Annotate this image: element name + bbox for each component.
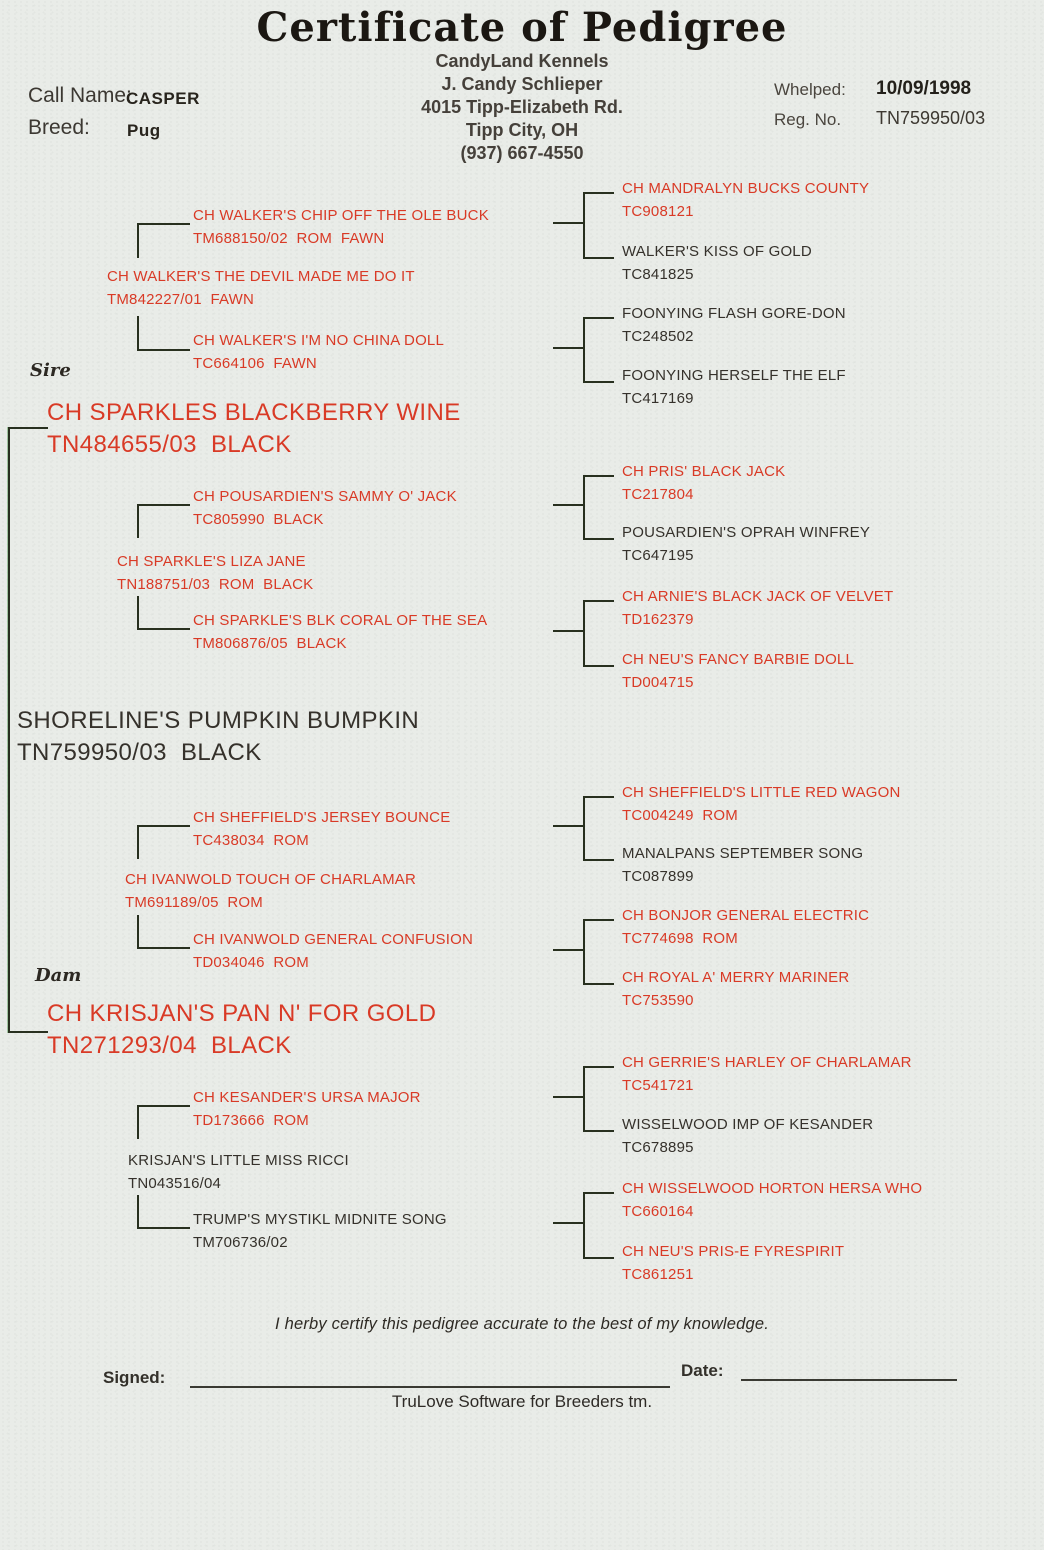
dog-reg: TC805990 BLACK bbox=[193, 511, 324, 528]
connector-gen4-fork bbox=[583, 1066, 614, 1132]
sire-label: Sire bbox=[30, 360, 71, 381]
dog-name: CH WALKER'S I'M NO CHINA DOLL bbox=[193, 332, 445, 349]
dog-reg: TN759950/03 BLACK bbox=[17, 739, 262, 766]
dog-reg: TN043516/04 bbox=[128, 1175, 222, 1192]
dog-name: KRISJAN'S LITTLE MISS RICCI bbox=[128, 1152, 349, 1169]
dog-reg: TM706736/02 bbox=[193, 1234, 288, 1251]
dog-reg: TC774698 ROM bbox=[622, 930, 738, 947]
date-label: Date: bbox=[681, 1361, 724, 1380]
pedigree-node-gen4 bbox=[622, 842, 863, 888]
dog-reg: TM688150/02 ROM FAWN bbox=[193, 230, 385, 247]
dog-reg: TC753590 bbox=[622, 992, 694, 1009]
dog-name: CH KESANDER'S URSA MAJOR bbox=[193, 1089, 421, 1106]
breed-label: Breed: bbox=[28, 116, 90, 139]
dog-reg: TC678895 bbox=[622, 1139, 694, 1156]
dog-name: CH SPARKLES BLACKBERRY WINE bbox=[47, 399, 461, 426]
dog-reg: TD034046 ROM bbox=[193, 954, 309, 971]
pedigree-node-gen2 bbox=[125, 868, 416, 914]
dam-label: Dam bbox=[35, 965, 82, 986]
pedigree-node-gen4 bbox=[622, 177, 869, 223]
dog-reg: TC438034 ROM bbox=[193, 832, 309, 849]
whelped-value: 10/09/1998 bbox=[876, 78, 972, 99]
connector-gen4-fork bbox=[583, 919, 614, 985]
dog-name: MANALPANS SEPTEMBER SONG bbox=[622, 845, 864, 862]
connector-gen2-bracket bbox=[137, 596, 190, 630]
connector-gen4-stub bbox=[553, 504, 583, 506]
kennel-owner: J. Candy Schlieper bbox=[441, 74, 603, 94]
connector-gen4-fork bbox=[583, 600, 614, 667]
connector-gen4-stub bbox=[553, 1096, 583, 1098]
pedigree-node-gen4 bbox=[622, 1051, 912, 1097]
dog-reg: TM691189/05 ROM bbox=[125, 894, 263, 911]
pedigree-node-subject bbox=[17, 705, 419, 769]
dog-name: CH KRISJAN'S PAN N' FOR GOLD bbox=[47, 1000, 437, 1027]
certificate-title: Certificate of Pedigree bbox=[256, 4, 788, 51]
dog-name: CH SPARKLE'S LIZA JANE bbox=[117, 553, 306, 570]
pedigree-node-gen4 bbox=[622, 1240, 844, 1286]
connector-gen2-bracket bbox=[137, 223, 190, 258]
whelped-label: Whelped: bbox=[774, 80, 846, 99]
dog-name: CH SHEFFIELD'S LITTLE RED WAGON bbox=[622, 784, 901, 801]
dog-name: CH GERRIE'S HARLEY OF CHARLAMAR bbox=[622, 1054, 912, 1071]
kennel-name: CandyLand Kennels bbox=[435, 51, 609, 71]
dog-name: CH SPARKLE'S BLK CORAL OF THE SEA bbox=[193, 612, 488, 629]
signature-line bbox=[190, 1368, 670, 1388]
dog-reg: TC417169 bbox=[622, 390, 694, 407]
dog-reg: TD173666 ROM bbox=[193, 1112, 309, 1129]
dog-reg: TC861251 bbox=[622, 1266, 694, 1283]
dog-reg: TN484655/03 BLACK bbox=[47, 431, 292, 458]
pedigree-node-gen2 bbox=[107, 265, 415, 311]
dog-name: CH MANDRALYN BUCKS COUNTY bbox=[622, 180, 870, 197]
connector-subject-spine bbox=[8, 427, 48, 1033]
pedigree-node-gen3 bbox=[193, 1086, 421, 1132]
dog-name: FOONYING HERSELF THE ELF bbox=[622, 367, 846, 384]
dog-name: CH IVANWOLD GENERAL CONFUSION bbox=[193, 931, 473, 948]
dog-reg: TM806876/05 BLACK bbox=[193, 635, 347, 652]
reg-no-label: Reg. No. bbox=[774, 110, 842, 129]
dog-name: POUSARDIEN'S OPRAH WINFREY bbox=[622, 524, 871, 541]
dog-reg: TC841825 bbox=[622, 266, 694, 283]
dog-reg: TD162379 bbox=[622, 611, 694, 628]
dog-name: CH PRIS' BLACK JACK bbox=[622, 463, 786, 480]
reg-no-value: TN759950/03 bbox=[876, 108, 986, 128]
dog-reg: TD004715 bbox=[622, 674, 694, 691]
dog-reg: TC004249 ROM bbox=[622, 807, 738, 824]
call-name-label: Call Name: bbox=[28, 84, 132, 107]
dog-reg: TC908121 bbox=[622, 203, 694, 220]
pedigree-node-gen4 bbox=[622, 966, 849, 1012]
pedigree-node-gen4 bbox=[622, 364, 846, 410]
dog-name: CH NEU'S FANCY BARBIE DOLL bbox=[622, 651, 855, 668]
dog-name: SHORELINE'S PUMPKIN BUMPKIN bbox=[17, 707, 420, 734]
pedigree-node-gen3 bbox=[193, 609, 487, 655]
pedigree-node-gen3 bbox=[193, 485, 457, 531]
pedigree-node-gen4 bbox=[622, 1177, 922, 1223]
dog-reg: TC087899 bbox=[622, 868, 694, 885]
pedigree-node-gen4 bbox=[622, 240, 812, 286]
pedigree-node-gen4 bbox=[622, 302, 846, 348]
dog-name: CH WISSELWOOD HORTON HERSA WHO bbox=[622, 1180, 923, 1197]
dog-name: CH POUSARDIEN'S SAMMY O' JACK bbox=[193, 488, 457, 505]
dog-name: WALKER'S KISS OF GOLD bbox=[622, 243, 812, 260]
connector-gen2-bracket bbox=[137, 1195, 190, 1229]
dog-name: CH WALKER'S THE DEVIL MADE ME DO IT bbox=[107, 268, 415, 285]
connector-gen4-stub bbox=[553, 1222, 583, 1224]
connector-gen4-stub bbox=[553, 222, 583, 224]
call-name-value: CASPER bbox=[126, 89, 200, 108]
dog-reg: TM842227/01 FAWN bbox=[107, 291, 255, 308]
pedigree-node-gen4 bbox=[622, 521, 870, 567]
pedigree-node-gen4 bbox=[622, 904, 869, 950]
dog-reg: TN188751/03 ROM BLACK bbox=[117, 576, 314, 593]
connector-gen4-stub bbox=[553, 347, 583, 349]
connector-gen2-bracket bbox=[137, 915, 190, 949]
connector-gen2-bracket bbox=[137, 316, 190, 351]
certify-statement: I herby certify this pedigree accurate to the best of my knowledge. bbox=[275, 1315, 769, 1333]
pedigree-node-gen2 bbox=[117, 550, 313, 596]
pedigree-node-gen4 bbox=[622, 1113, 873, 1159]
connector-gen4-stub bbox=[553, 949, 583, 951]
dog-name: CH WALKER'S CHIP OFF THE OLE BUCK bbox=[193, 207, 489, 224]
connector-gen4-stub bbox=[553, 630, 583, 632]
pedigree-node-dam bbox=[47, 998, 436, 1062]
dog-name: CH SHEFFIELD'S JERSEY BOUNCE bbox=[193, 809, 451, 826]
pedigree-node-gen3 bbox=[193, 806, 450, 852]
pedigree-node-gen4 bbox=[622, 460, 785, 506]
software-credit: TruLove Software for Breeders tm. bbox=[391, 1392, 653, 1411]
pedigree-node-gen4 bbox=[622, 781, 901, 827]
pedigree-node-gen4 bbox=[622, 648, 854, 694]
dog-reg: TN271293/04 BLACK bbox=[47, 1032, 292, 1059]
connector-gen4-fork bbox=[583, 1192, 614, 1259]
dog-name: CH IVANWOLD TOUCH OF CHARLAMAR bbox=[125, 871, 417, 888]
dog-name: CH NEU'S PRIS-E FYRESPIRIT bbox=[622, 1243, 845, 1260]
pedigree-node-gen3 bbox=[193, 204, 489, 250]
kennel-address-city: Tipp City, OH bbox=[465, 120, 579, 140]
pedigree-node-gen3 bbox=[193, 1208, 447, 1254]
pedigree-node-gen2 bbox=[128, 1149, 349, 1195]
pedigree-node-gen3 bbox=[193, 928, 473, 974]
connector-gen4-fork bbox=[583, 317, 614, 383]
connector-gen4-stub bbox=[553, 825, 583, 827]
connector-gen4-fork bbox=[583, 475, 614, 540]
pedigree-node-sire bbox=[47, 397, 461, 461]
signed-label: Signed: bbox=[103, 1368, 166, 1387]
breed-value: Pug bbox=[127, 121, 161, 140]
dog-reg: TC217804 bbox=[622, 486, 694, 503]
connector-gen4-fork bbox=[583, 796, 614, 861]
dog-reg: TC664106 FAWN bbox=[193, 355, 317, 372]
connector-gen2-bracket bbox=[137, 825, 190, 859]
dog-reg: TC647195 bbox=[622, 547, 694, 564]
kennel-phone: (937) 667-4550 bbox=[460, 143, 584, 163]
dog-name: CH ARNIE'S BLACK JACK OF VELVET bbox=[622, 588, 894, 605]
date-line bbox=[741, 1361, 957, 1381]
pedigree-node-gen4 bbox=[622, 585, 893, 631]
connector-gen2-bracket bbox=[137, 1105, 190, 1139]
connector-gen2-bracket bbox=[137, 504, 190, 538]
dog-name: CH BONJOR GENERAL ELECTRIC bbox=[622, 907, 870, 924]
dog-reg: TC541721 bbox=[622, 1077, 694, 1094]
pedigree-node-gen3 bbox=[193, 329, 444, 375]
dog-name: TRUMP'S MYSTIKL MIDNITE SONG bbox=[193, 1211, 447, 1228]
dog-name: CH ROYAL A' MERRY MARINER bbox=[622, 969, 850, 986]
dog-name: WISSELWOOD IMP OF KESANDER bbox=[622, 1116, 874, 1133]
connector-gen4-fork bbox=[583, 192, 614, 259]
kennel-address-street: 4015 Tipp-Elizabeth Rd. bbox=[421, 97, 623, 117]
dog-reg: TC660164 bbox=[622, 1203, 694, 1220]
dog-name: FOONYING FLASH GORE-DON bbox=[622, 305, 846, 322]
dog-reg: TC248502 bbox=[622, 328, 694, 345]
